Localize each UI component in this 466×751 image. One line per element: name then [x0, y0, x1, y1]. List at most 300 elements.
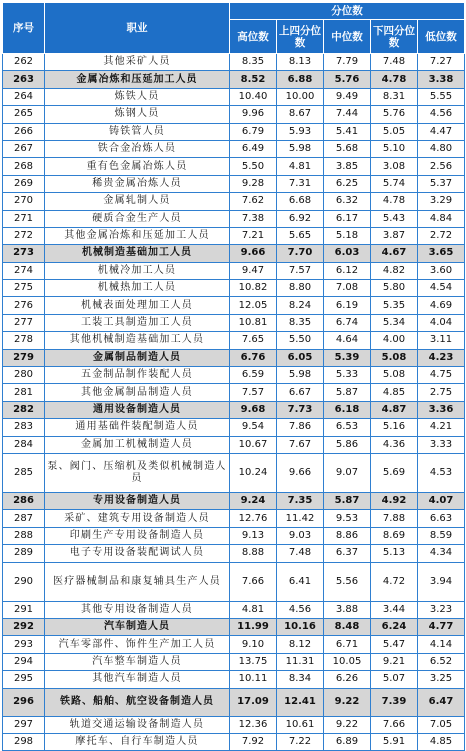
cell-job-name: 通用设备制造人员	[45, 401, 230, 418]
cell-seq: 278	[3, 332, 45, 349]
table-row	[3, 193, 465, 210]
cell-seq: 274	[3, 262, 45, 279]
cell-median: 6.17	[324, 210, 371, 227]
cell-lower-quartile: 5.74	[371, 175, 418, 192]
cell-seq: 297	[3, 716, 45, 733]
cell-upper-quartile: 5.65	[277, 227, 324, 244]
cell-median: 9.07	[324, 453, 371, 492]
cell-seq: 293	[3, 636, 45, 653]
cell-upper-quartile: 7.73	[277, 401, 324, 418]
cell-median: 6.03	[324, 245, 371, 262]
table-row	[3, 653, 465, 670]
cell-upper-quartile: 10.61	[277, 716, 324, 733]
cell-low: 4.07	[418, 492, 465, 509]
cell-seq: 280	[3, 367, 45, 384]
cell-high: 7.62	[230, 193, 277, 210]
table-row	[3, 158, 465, 175]
cell-lower-quartile: 9.21	[371, 653, 418, 670]
cell-median: 6.26	[324, 671, 371, 688]
cell-job-name: 其他汽车制造人员	[45, 671, 230, 688]
table-row	[3, 262, 465, 279]
cell-lower-quartile: 8.69	[371, 527, 418, 544]
cell-high: 6.76	[230, 349, 277, 366]
cell-upper-quartile: 4.56	[277, 601, 324, 618]
cell-upper-quartile: 9.66	[277, 453, 324, 492]
category-row	[3, 618, 465, 635]
cell-low: 3.25	[418, 671, 465, 688]
cell-lower-quartile: 5.08	[371, 349, 418, 366]
cell-job-name: 铁路、船舶、航空设备制造人员	[45, 688, 230, 716]
cell-seq: 286	[3, 492, 45, 509]
category-row	[3, 492, 465, 509]
cell-lower-quartile: 5.47	[371, 636, 418, 653]
cell-low: 4.21	[418, 419, 465, 436]
cell-low: 3.29	[418, 193, 465, 210]
cell-high: 9.24	[230, 492, 277, 509]
cell-seq: 288	[3, 527, 45, 544]
cell-lower-quartile: 3.44	[371, 601, 418, 618]
cell-high: 11.99	[230, 618, 277, 635]
cell-high: 12.76	[230, 510, 277, 527]
cell-job-name: 专用设备制造人员	[45, 492, 230, 509]
category-row	[3, 688, 465, 716]
cell-high: 7.21	[230, 227, 277, 244]
cell-low: 5.55	[418, 88, 465, 105]
cell-job-name: 硬质合金生产人员	[45, 210, 230, 227]
cell-low: 2.56	[418, 158, 465, 175]
cell-low: 4.04	[418, 314, 465, 331]
cell-high: 6.49	[230, 140, 277, 157]
cell-low: 4.75	[418, 367, 465, 384]
cell-low: 3.94	[418, 562, 465, 601]
cell-seq: 294	[3, 653, 45, 670]
cell-median: 7.79	[324, 54, 371, 71]
cell-high: 9.96	[230, 106, 277, 123]
cell-low: 4.47	[418, 123, 465, 140]
cell-upper-quartile: 8.35	[277, 314, 324, 331]
cell-high: 10.82	[230, 280, 277, 297]
cell-median: 9.22	[324, 688, 371, 716]
cell-upper-quartile: 7.48	[277, 545, 324, 562]
cell-upper-quartile: 8.13	[277, 54, 324, 71]
cell-low: 3.60	[418, 262, 465, 279]
cell-median: 6.25	[324, 175, 371, 192]
cell-median: 5.68	[324, 140, 371, 157]
cell-upper-quartile: 5.98	[277, 140, 324, 157]
cell-seq: 281	[3, 384, 45, 401]
cell-lower-quartile: 5.43	[371, 210, 418, 227]
table-row	[3, 545, 465, 562]
cell-seq: 295	[3, 671, 45, 688]
cell-lower-quartile: 7.88	[371, 510, 418, 527]
cell-seq: 262	[3, 54, 45, 71]
cell-seq: 270	[3, 193, 45, 210]
cell-upper-quartile: 10.16	[277, 618, 324, 635]
table-row	[3, 636, 465, 653]
cell-lower-quartile: 5.10	[371, 140, 418, 157]
cell-seq: 269	[3, 175, 45, 192]
cell-low: 4.53	[418, 453, 465, 492]
cell-lower-quartile: 4.92	[371, 492, 418, 509]
cell-job-name: 金属冶炼和压延加工人员	[45, 71, 230, 88]
cell-job-name: 医疗器械制品和康复辅具生产人员	[45, 562, 230, 601]
cell-lower-quartile: 3.87	[371, 227, 418, 244]
cell-job-name: 铸铁管人员	[45, 123, 230, 140]
cell-high: 12.05	[230, 297, 277, 314]
cell-median: 7.08	[324, 280, 371, 297]
cell-seq: 277	[3, 314, 45, 331]
cell-job-name: 印刷生产专用设备制造人员	[45, 527, 230, 544]
table-row	[3, 314, 465, 331]
cell-seq: 279	[3, 349, 45, 366]
cell-upper-quartile: 7.57	[277, 262, 324, 279]
cell-high: 6.79	[230, 123, 277, 140]
cell-seq: 264	[3, 88, 45, 105]
cell-median: 6.89	[324, 733, 371, 750]
cell-low: 6.63	[418, 510, 465, 527]
cell-upper-quartile: 6.68	[277, 193, 324, 210]
cell-upper-quartile: 11.42	[277, 510, 324, 527]
header-high: 高位数	[230, 20, 277, 54]
table-row	[3, 123, 465, 140]
cell-seq: 283	[3, 419, 45, 436]
cell-lower-quartile: 5.07	[371, 671, 418, 688]
cell-job-name: 机械制造基础加工人员	[45, 245, 230, 262]
cell-upper-quartile: 5.98	[277, 367, 324, 384]
cell-upper-quartile: 9.03	[277, 527, 324, 544]
cell-median: 9.53	[324, 510, 371, 527]
cell-lower-quartile: 4.72	[371, 562, 418, 601]
cell-low: 2.72	[418, 227, 465, 244]
cell-job-name: 机械表面处理加工人员	[45, 297, 230, 314]
cell-median: 3.85	[324, 158, 371, 175]
cell-job-name: 五金制品制作装配人员	[45, 367, 230, 384]
cell-median: 5.87	[324, 492, 371, 509]
cell-upper-quartile: 6.05	[277, 349, 324, 366]
cell-upper-quartile: 10.00	[277, 88, 324, 105]
cell-lower-quartile: 5.08	[371, 367, 418, 384]
table-body	[3, 54, 465, 751]
cell-job-name: 泵、阀门、压缩机及类似机械制造人员	[45, 453, 230, 492]
header-job: 职业	[45, 3, 230, 54]
cell-upper-quartile: 7.35	[277, 492, 324, 509]
cell-low: 7.05	[418, 716, 465, 733]
cell-high: 10.81	[230, 314, 277, 331]
cell-lower-quartile: 5.91	[371, 733, 418, 750]
cell-median: 6.32	[324, 193, 371, 210]
cell-median: 6.74	[324, 314, 371, 331]
cell-job-name: 通用基础件装配制造人员	[45, 419, 230, 436]
cell-lower-quartile: 7.39	[371, 688, 418, 716]
category-row	[3, 401, 465, 418]
cell-high: 8.88	[230, 545, 277, 562]
cell-upper-quartile: 8.67	[277, 106, 324, 123]
table-row	[3, 436, 465, 453]
table-row	[3, 733, 465, 750]
cell-lower-quartile: 3.08	[371, 158, 418, 175]
cell-seq: 285	[3, 453, 45, 492]
cell-seq: 276	[3, 297, 45, 314]
cell-low: 6.52	[418, 653, 465, 670]
category-row	[3, 245, 465, 262]
cell-seq: 263	[3, 71, 45, 88]
cell-job-name: 重有色金属冶炼人员	[45, 158, 230, 175]
cell-upper-quartile: 7.67	[277, 436, 324, 453]
cell-job-name: 汽车零部件、饰件生产加工人员	[45, 636, 230, 653]
wage-table	[2, 2, 465, 751]
header-upper-quartile: 上四分位数	[277, 20, 324, 54]
cell-median: 6.12	[324, 262, 371, 279]
table-row	[3, 88, 465, 105]
cell-lower-quartile: 5.76	[371, 106, 418, 123]
cell-upper-quartile: 8.34	[277, 671, 324, 688]
cell-lower-quartile: 4.78	[371, 193, 418, 210]
cell-median: 8.86	[324, 527, 371, 544]
cell-upper-quartile: 11.31	[277, 653, 324, 670]
cell-upper-quartile: 8.24	[277, 297, 324, 314]
cell-high: 9.28	[230, 175, 277, 192]
cell-high: 10.11	[230, 671, 277, 688]
cell-low: 4.34	[418, 545, 465, 562]
category-row	[3, 71, 465, 88]
cell-seq: 290	[3, 562, 45, 601]
table-row	[3, 671, 465, 688]
cell-seq: 266	[3, 123, 45, 140]
cell-median: 6.71	[324, 636, 371, 653]
cell-upper-quartile: 8.80	[277, 280, 324, 297]
cell-low: 7.27	[418, 54, 465, 71]
cell-seq: 268	[3, 158, 45, 175]
cell-high: 6.59	[230, 367, 277, 384]
table-row	[3, 175, 465, 192]
table-row	[3, 453, 465, 492]
cell-high: 17.09	[230, 688, 277, 716]
cell-median: 5.86	[324, 436, 371, 453]
cell-upper-quartile: 6.41	[277, 562, 324, 601]
cell-high: 9.10	[230, 636, 277, 653]
cell-lower-quartile: 8.31	[371, 88, 418, 105]
cell-median: 6.19	[324, 297, 371, 314]
cell-job-name: 其他采矿人员	[45, 54, 230, 71]
cell-median: 5.76	[324, 71, 371, 88]
cell-upper-quartile: 12.41	[277, 688, 324, 716]
cell-median: 5.33	[324, 367, 371, 384]
cell-job-name: 采矿、建筑专用设备制造人员	[45, 510, 230, 527]
cell-lower-quartile: 5.34	[371, 314, 418, 331]
cell-median: 5.56	[324, 562, 371, 601]
cell-lower-quartile: 4.00	[371, 332, 418, 349]
cell-median: 9.22	[324, 716, 371, 733]
cell-upper-quartile: 5.50	[277, 332, 324, 349]
cell-median: 10.05	[324, 653, 371, 670]
cell-low: 4.77	[418, 618, 465, 635]
cell-lower-quartile: 4.78	[371, 71, 418, 88]
cell-lower-quartile: 4.36	[371, 436, 418, 453]
cell-seq: 287	[3, 510, 45, 527]
table-row	[3, 419, 465, 436]
cell-low: 4.54	[418, 280, 465, 297]
cell-upper-quartile: 7.70	[277, 245, 324, 262]
cell-seq: 291	[3, 601, 45, 618]
table-row	[3, 227, 465, 244]
cell-job-name: 其他专用设备制造人员	[45, 601, 230, 618]
cell-low: 3.23	[418, 601, 465, 618]
cell-high: 7.66	[230, 562, 277, 601]
cell-job-name: 摩托车、自行车制造人员	[45, 733, 230, 750]
cell-job-name: 炼铁人员	[45, 88, 230, 105]
cell-lower-quartile: 4.85	[371, 384, 418, 401]
cell-lower-quartile: 7.48	[371, 54, 418, 71]
cell-seq: 282	[3, 401, 45, 418]
cell-seq: 271	[3, 210, 45, 227]
cell-median: 6.18	[324, 401, 371, 418]
cell-seq: 273	[3, 245, 45, 262]
cell-upper-quartile: 6.88	[277, 71, 324, 88]
cell-low: 3.65	[418, 245, 465, 262]
cell-median: 8.48	[324, 618, 371, 635]
cell-median: 5.87	[324, 384, 371, 401]
cell-upper-quartile: 4.81	[277, 158, 324, 175]
cell-high: 4.81	[230, 601, 277, 618]
cell-lower-quartile: 5.69	[371, 453, 418, 492]
cell-lower-quartile: 5.05	[371, 123, 418, 140]
cell-median: 5.39	[324, 349, 371, 366]
cell-high: 7.57	[230, 384, 277, 401]
category-row	[3, 349, 465, 366]
cell-upper-quartile: 7.86	[277, 419, 324, 436]
cell-high: 8.35	[230, 54, 277, 71]
cell-seq: 265	[3, 106, 45, 123]
cell-job-name: 其他机械制造基础加工人员	[45, 332, 230, 349]
cell-job-name: 金属轧制人员	[45, 193, 230, 210]
cell-lower-quartile: 6.24	[371, 618, 418, 635]
cell-seq: 298	[3, 733, 45, 750]
cell-upper-quartile: 6.67	[277, 384, 324, 401]
cell-seq: 275	[3, 280, 45, 297]
cell-median: 3.88	[324, 601, 371, 618]
cell-job-name: 金属加工机械制造人员	[45, 436, 230, 453]
cell-high: 7.92	[230, 733, 277, 750]
cell-lower-quartile: 5.16	[371, 419, 418, 436]
cell-job-name: 铁合金冶炼人员	[45, 140, 230, 157]
cell-low: 4.23	[418, 349, 465, 366]
table-row	[3, 54, 465, 71]
cell-upper-quartile: 7.31	[277, 175, 324, 192]
cell-high: 8.52	[230, 71, 277, 88]
header-low: 低位数	[418, 20, 465, 54]
table-row	[3, 367, 465, 384]
cell-lower-quartile: 5.13	[371, 545, 418, 562]
table-row	[3, 527, 465, 544]
cell-lower-quartile: 4.67	[371, 245, 418, 262]
cell-seq: 292	[3, 618, 45, 635]
header-median: 中位数	[324, 20, 371, 54]
cell-lower-quartile: 5.80	[371, 280, 418, 297]
cell-median: 4.64	[324, 332, 371, 349]
cell-high: 5.50	[230, 158, 277, 175]
cell-upper-quartile: 8.12	[277, 636, 324, 653]
table-row	[3, 384, 465, 401]
cell-low: 6.47	[418, 688, 465, 716]
table-row	[3, 297, 465, 314]
cell-low: 4.69	[418, 297, 465, 314]
cell-job-name: 汽车制造人员	[45, 618, 230, 635]
cell-job-name: 炼钢人员	[45, 106, 230, 123]
cell-lower-quartile: 4.87	[371, 401, 418, 418]
cell-low: 4.56	[418, 106, 465, 123]
cell-median: 6.37	[324, 545, 371, 562]
table-row	[3, 280, 465, 297]
cell-job-name: 其他金属制品制造人员	[45, 384, 230, 401]
cell-upper-quartile: 7.22	[277, 733, 324, 750]
cell-job-name: 汽车整车制造人员	[45, 653, 230, 670]
cell-high: 9.47	[230, 262, 277, 279]
cell-low: 4.80	[418, 140, 465, 157]
cell-lower-quartile: 7.66	[371, 716, 418, 733]
cell-job-name: 金属制品制造人员	[45, 349, 230, 366]
cell-high: 7.65	[230, 332, 277, 349]
table-row	[3, 140, 465, 157]
header-seq: 序号	[3, 3, 45, 54]
header-percentile-group: 分位数	[230, 3, 465, 20]
cell-median: 6.53	[324, 419, 371, 436]
cell-high: 7.38	[230, 210, 277, 227]
cell-low: 3.38	[418, 71, 465, 88]
cell-job-name: 电子专用设备装配调试人员	[45, 545, 230, 562]
cell-job-name: 轨道交通运输设备制造人员	[45, 716, 230, 733]
cell-high: 10.40	[230, 88, 277, 105]
cell-low: 5.37	[418, 175, 465, 192]
table-row	[3, 510, 465, 527]
cell-job-name: 机械热加工人员	[45, 280, 230, 297]
table-row	[3, 210, 465, 227]
cell-high: 9.13	[230, 527, 277, 544]
cell-upper-quartile: 6.92	[277, 210, 324, 227]
cell-median: 9.49	[324, 88, 371, 105]
cell-seq: 284	[3, 436, 45, 453]
table-row	[3, 601, 465, 618]
cell-upper-quartile: 5.93	[277, 123, 324, 140]
cell-lower-quartile: 5.35	[371, 297, 418, 314]
cell-high: 9.54	[230, 419, 277, 436]
cell-job-name: 工装工具制造加工人员	[45, 314, 230, 331]
cell-median: 5.18	[324, 227, 371, 244]
cell-seq: 296	[3, 688, 45, 716]
header-lower-quartile: 下四分位数	[371, 20, 418, 54]
cell-high: 10.24	[230, 453, 277, 492]
cell-low: 3.33	[418, 436, 465, 453]
cell-job-name: 其他金属冶炼和压延加工人员	[45, 227, 230, 244]
cell-high: 13.75	[230, 653, 277, 670]
cell-seq: 267	[3, 140, 45, 157]
cell-median: 7.44	[324, 106, 371, 123]
cell-high: 9.68	[230, 401, 277, 418]
cell-low: 3.11	[418, 332, 465, 349]
cell-high: 9.66	[230, 245, 277, 262]
cell-low: 2.75	[418, 384, 465, 401]
cell-seq: 272	[3, 227, 45, 244]
cell-low: 4.14	[418, 636, 465, 653]
table-row	[3, 106, 465, 123]
cell-seq: 289	[3, 545, 45, 562]
cell-low: 4.85	[418, 733, 465, 750]
cell-high: 10.67	[230, 436, 277, 453]
cell-median: 5.41	[324, 123, 371, 140]
cell-lower-quartile: 4.82	[371, 262, 418, 279]
table-row	[3, 562, 465, 601]
cell-job-name: 机械冷加工人员	[45, 262, 230, 279]
table-row	[3, 332, 465, 349]
